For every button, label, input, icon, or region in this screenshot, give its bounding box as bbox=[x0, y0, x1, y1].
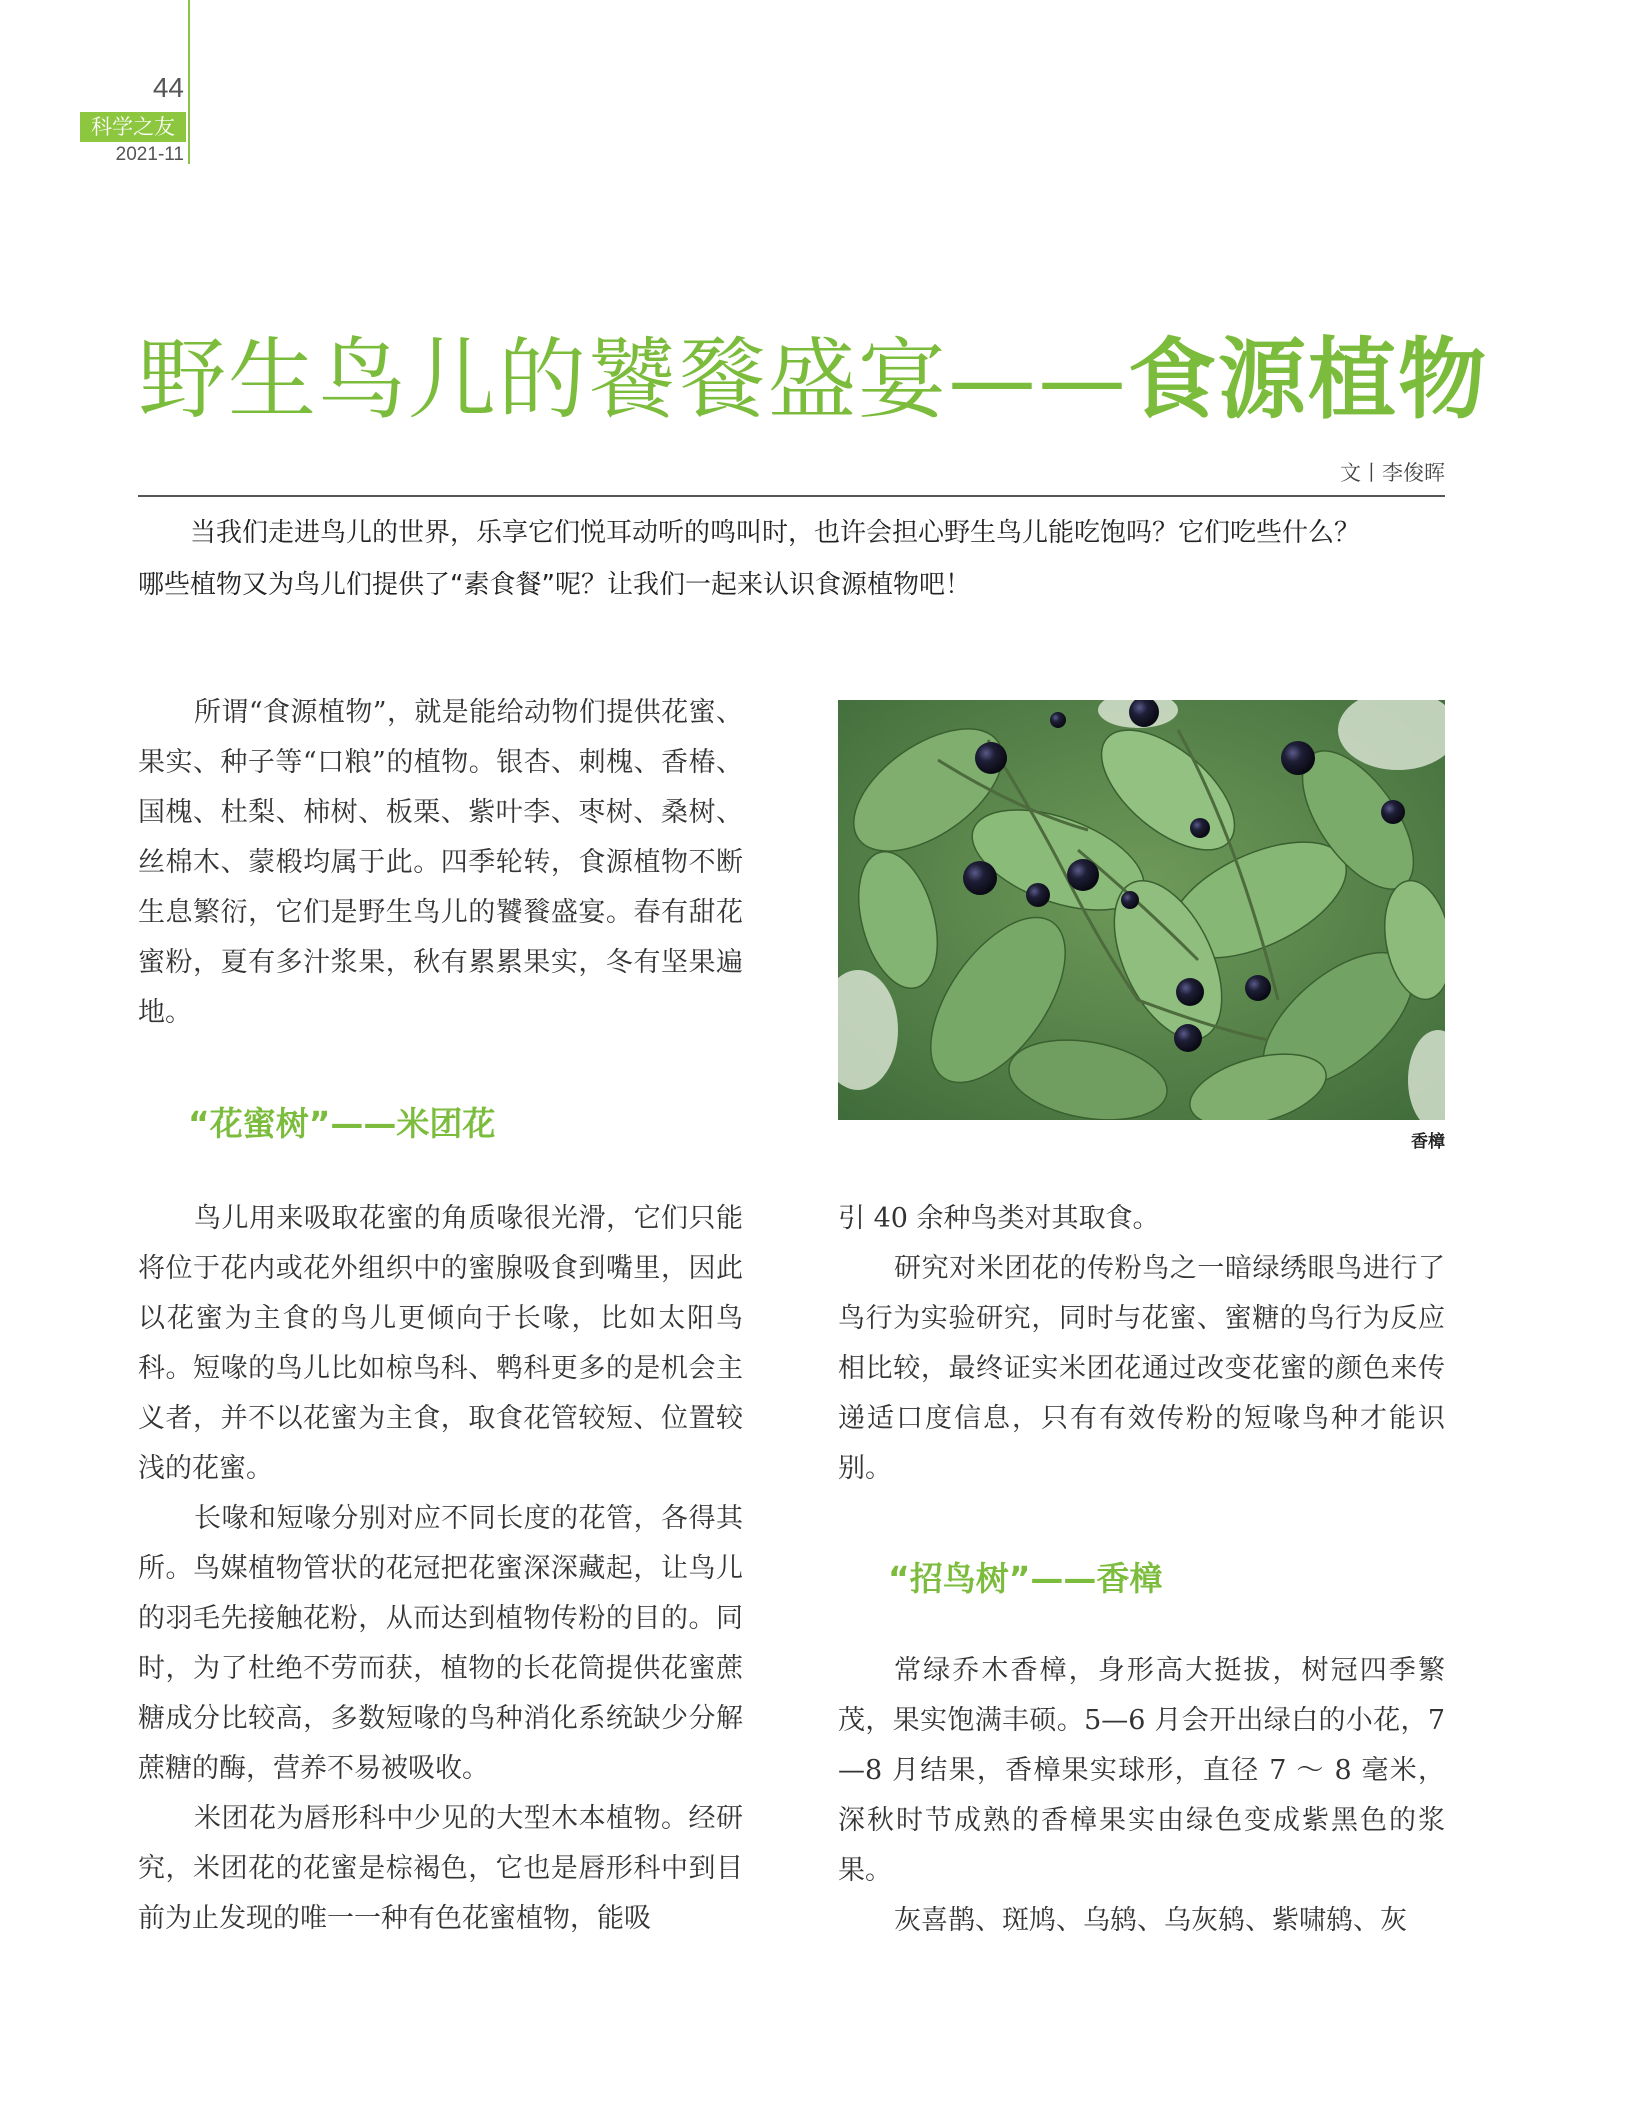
magazine-name-badge: 科学之友 bbox=[80, 112, 186, 142]
section1-paragraph-1: 鸟儿用来吸取花蜜的角质喙很光滑，它们只能将位于花内或花外组织中的蜜腺吸食到嘴里，因此以花蜜为主食的鸟儿更倾向于长喙，比如太阳鸟科。短喙的鸟儿比如椋鸟科、鹎科更多的是机会主义者，并不以花蜜为主食，取食花管较短、位置较浅的花蜜。 bbox=[138, 1203, 743, 1484]
lead-paragraph bbox=[138, 507, 1448, 611]
section2-paragraph-1: 常绿乔木香樟，身形高大挺拔，树冠四季繁茂，果实饱满丰硕。5—6 月会开出绿白的小花，7—8 月结果，香樟果实球形，直径 7 ～ 8 毫米，深秋时节成熟的香樟果实由绿色变成紫黑色的浆果。 bbox=[838, 1655, 1445, 1886]
title-bold-part: 食源植物 bbox=[1128, 328, 1489, 431]
lead-line-2: 哪些植物又为鸟儿们提供了“素食餐”呢？让我们一起来认识食源植物吧！ bbox=[138, 570, 971, 600]
section1-paragraph-2: 长喙和短喙分别对应不同长度的花管，各得其所。鸟媒植物管状的花冠把花蜜深深藏起，让鸟儿的羽毛先接触花粉，从而达到植物传粉的目的。同时，为了杜绝不劳而获，植物的长花筒提供花蜜蔗糖成分比较高，多数短喙的鸟种消化系统缺少分解蔗糖的酶，营养不易被吸收。 bbox=[138, 1503, 743, 1784]
lead-line-1: 当我们走进鸟儿的世界，乐享它们悦耳动听的鸣叫时，也许会担心野生鸟儿能吃饱吗？它们吃些什么？ bbox=[190, 518, 1361, 548]
section1-body bbox=[138, 1194, 743, 1944]
section2-heading: “招鸟树”——香樟 bbox=[888, 1559, 1163, 1598]
article-title bbox=[138, 330, 1488, 430]
author-byline: 文丨李俊晖 bbox=[1340, 461, 1445, 485]
section2-body bbox=[838, 1646, 1445, 1946]
right-column-text bbox=[838, 1194, 1445, 1494]
section1-paragraph-3: 米团花为唇形科中少见的大型木本植物。经研究，米团花的花蜜是棕褐色，它也是唇形科中到目前为止发现的唯一一种有色花蜜植物，能吸 bbox=[138, 1803, 743, 1934]
title-rule bbox=[138, 495, 1445, 497]
camphor-tree-photo bbox=[838, 700, 1445, 1120]
issue-date: 2021-11 bbox=[115, 144, 184, 165]
research-paragraph: 研究对米团花的传粉鸟之一暗绿绣眼鸟进行了鸟行为实验研究，同时与花蜜、蜜糖的鸟行为反应相比较，最终证实米团花通过改变花蜜的颜色来传递适口度信息，只有有效传粉的短喙鸟种才能识别。 bbox=[838, 1253, 1445, 1484]
section1-heading: “花蜜树”——米团花 bbox=[188, 1104, 496, 1143]
title-light-part: 野生鸟儿的饕餮盛宴—— bbox=[138, 328, 1129, 431]
section2-paragraph-2: 灰喜鹊、斑鸠、乌鸫、乌灰鸫、紫啸鸫、灰 bbox=[894, 1905, 1407, 1936]
intro-text bbox=[138, 688, 743, 1038]
intro-paragraph: 所谓“食源植物”，就是能给动物们提供花蜜、果实、种子等“口粮”的植物。银杏、刺槐、香椿、国槐、杜梨、柿树、板栗、紫叶李、枣树、桑树、丝棉木、蒙椴均属于此。四季轮转，食源植物不断生息繁衍，它们是野生鸟儿的饕餮盛宴。春有甜花蜜粉，夏有多汁浆果，秋有累累果实，冬有坚果遍地。 bbox=[138, 697, 743, 1028]
header-divider-line bbox=[188, 0, 190, 164]
photo-caption: 香樟 bbox=[1411, 1132, 1445, 1152]
page-number: 44 bbox=[152, 72, 184, 103]
continuation-line: 引 40 余种鸟类对其取食。 bbox=[838, 1203, 1160, 1234]
